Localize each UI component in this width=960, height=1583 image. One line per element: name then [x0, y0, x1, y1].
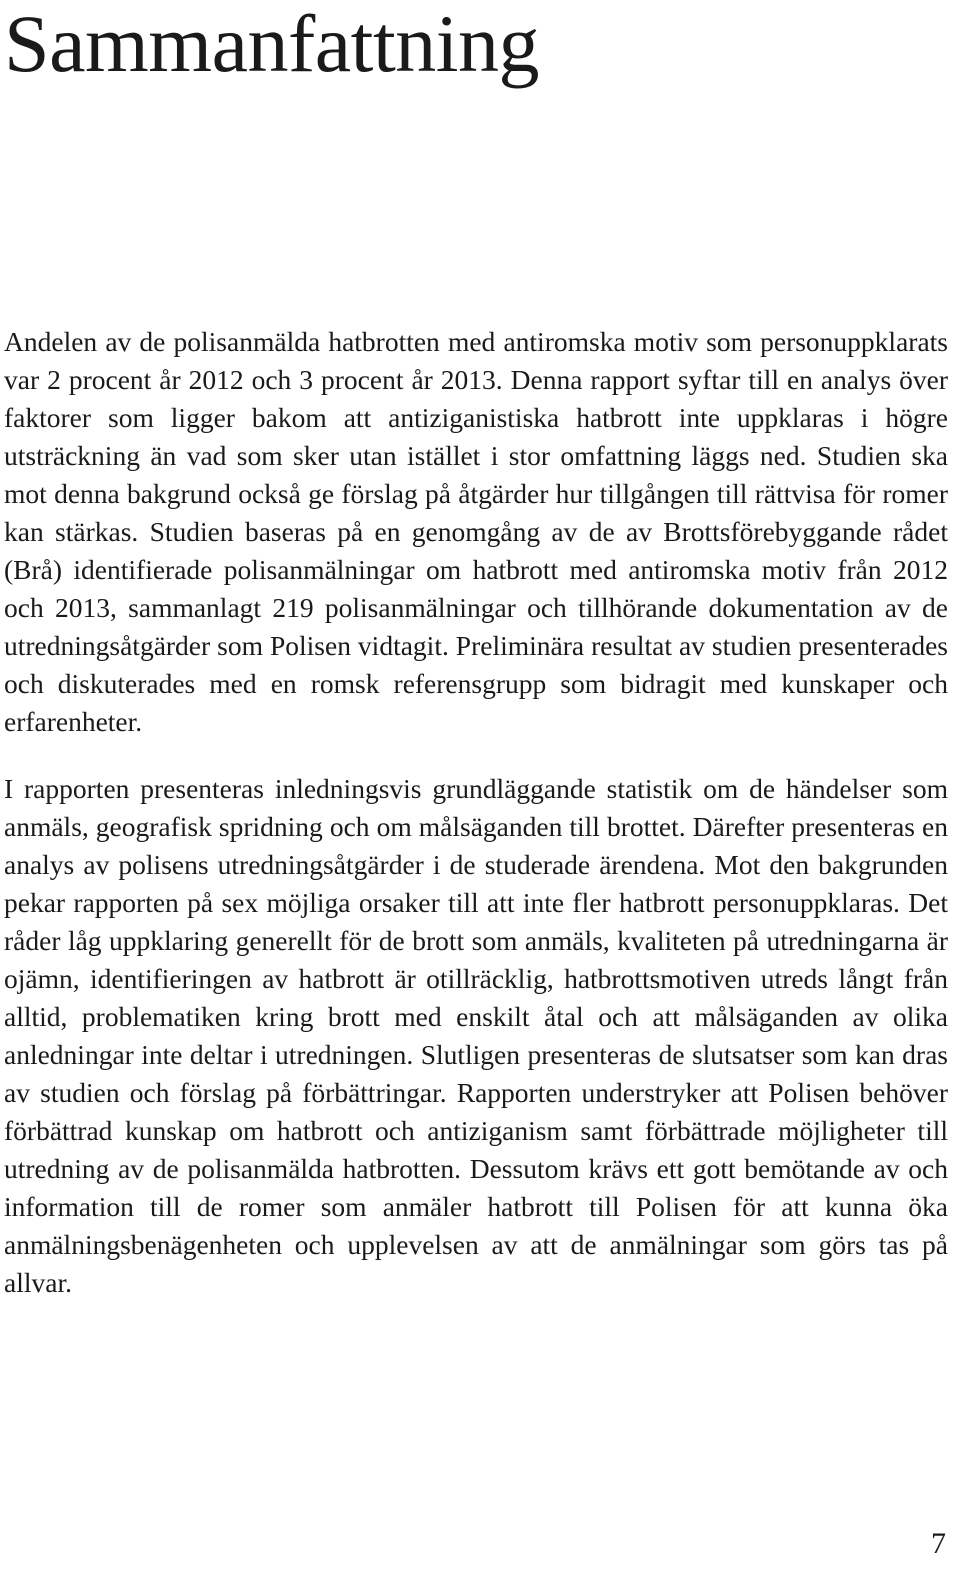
page-title: Sammanfattning [4, 0, 540, 89]
paragraph-2: I rapporten presenteras inledningsvis grundläggande statistik om de händelser som anmäls, geografisk spridning och om målsäganden till brottet. Därefter presenteras en analys av polisens utredningsåtgärder i de studerade ärendena. Mot den bakgrunden pekar rapporten på sex möjliga orsaker till att inte fler hatbrott personuppklaras. Det råder låg uppklaring generellt för de brott som anmäls, kvaliteten på utredningarna är ojämn, identifieringen av hatbrott är otillräcklig, hatbrottsmotiven utreds långt från alltid, problematiken kring brott med enskilt åtal och att målsäganden av olika anledningar inte deltar i utredningen. Slutligen presenteras de slutsatser som kan dras av studien och förslag på förbättringar. Rapporten understryker att Polisen behöver förbättrad kunskap om hatbrott och antiziganism samt förbättrade möjligheter till utredning av de polisanmälda hatbrotten. Dessutom krävs ett gott bemötande av och information till de romer som anmäler hatbrott till Polisen för att kunna öka anmälningsbenägenheten och upplevelsen av att de anmälningar som görs tas på allvar. [4, 773, 948, 1298]
paragraph-1: Andelen av de polisanmälda hatbrotten med antiromska motiv som personuppklarats var 2 procent år 2012 och 3 procent år 2013. Denna rapport syftar till en analys över faktorer som ligger bakom att antiziganistiska hatbrott inte uppklaras i högre utsträckning än vad som sker utan istället i stor omfattning läggs ned. Studien ska mot denna bakgrund också ge förslag på åtgärder hur tillgången till rättvisa för romer kan stärkas. Studien baseras på en genomgång av de av Brottsförebyggande rådet (Brå) identifierade polisanmälningar om hatbrott med antiromska motiv från 2012 och 2013, sammanlagt 219 polisanmälningar och tillhörande dokumentation av de utredningsåtgärder som Polisen vidtagit. Preliminära resultat av studien presenterades och diskuterades med en romsk referensgrupp som bidragit med kunskaper och erfarenheter. [4, 326, 948, 737]
page-number: 7 [931, 1527, 946, 1560]
body-text [4, 323, 948, 1302]
